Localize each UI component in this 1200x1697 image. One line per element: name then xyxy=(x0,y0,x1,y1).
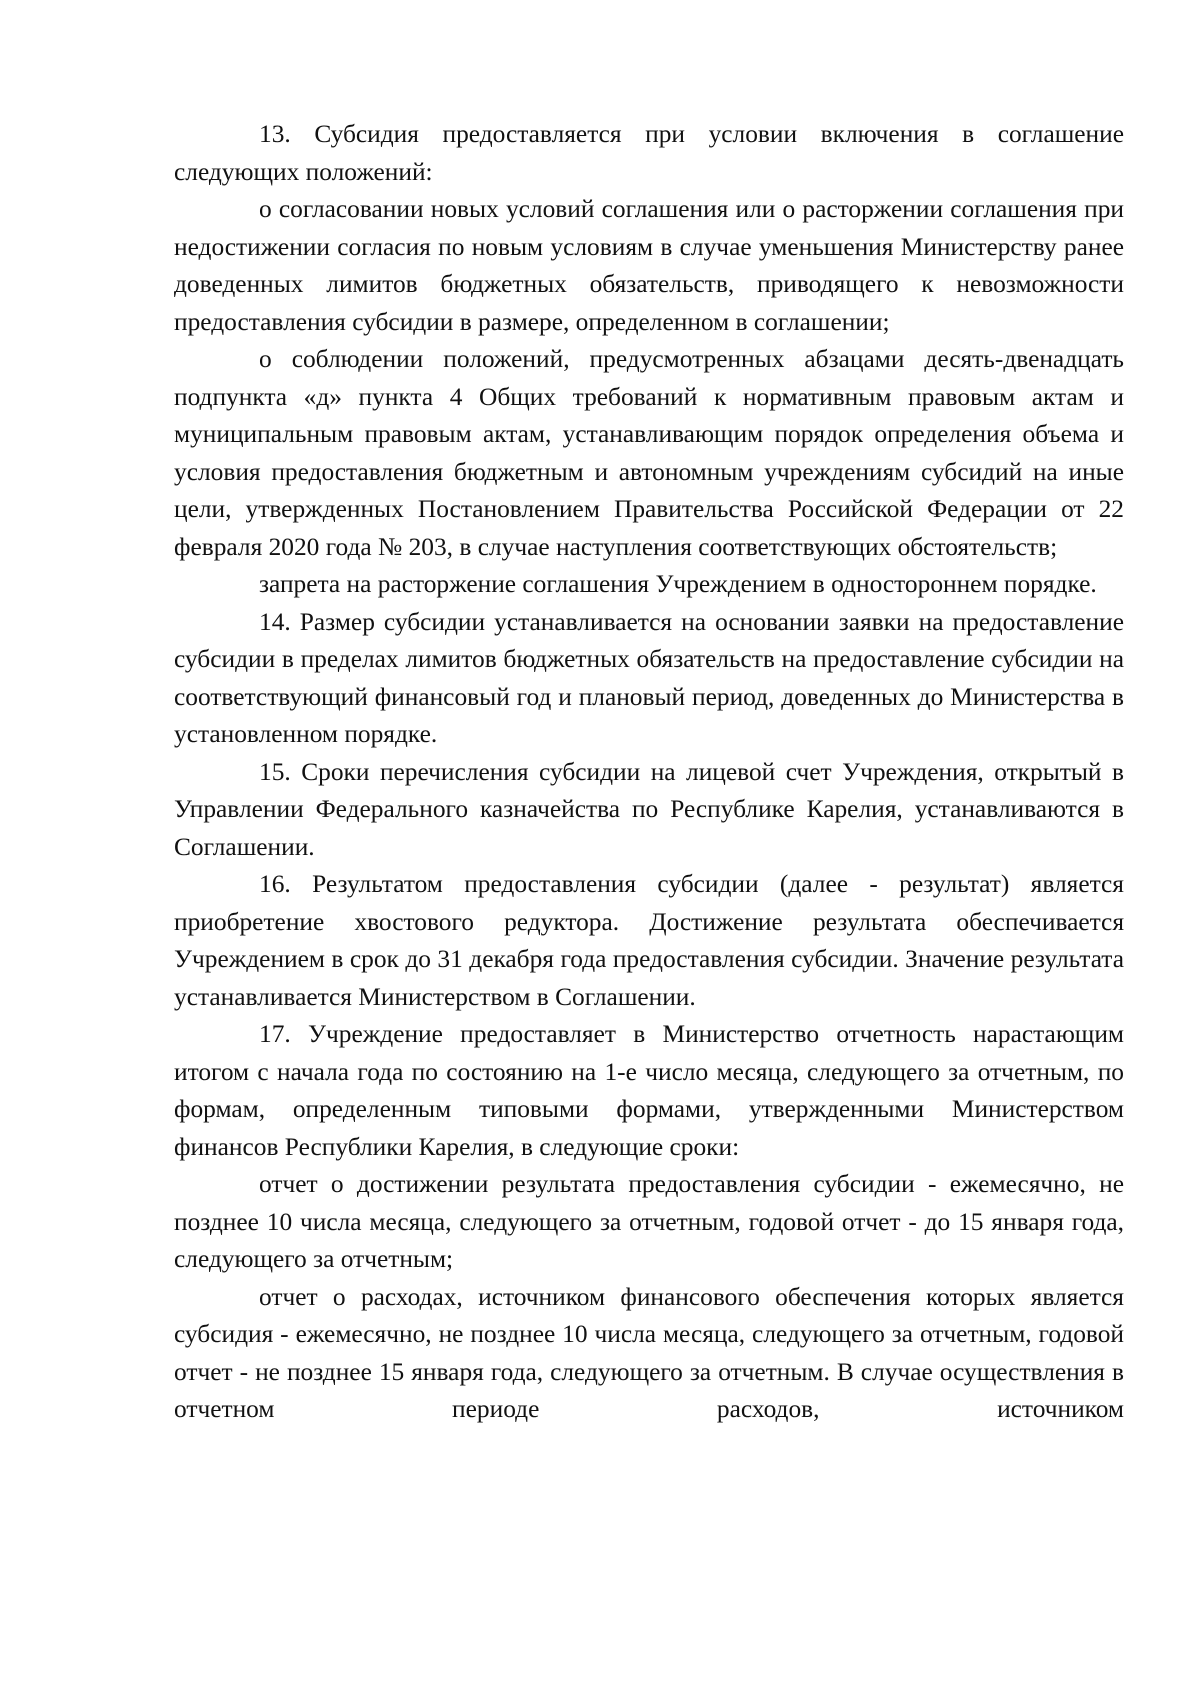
document-page xyxy=(174,116,1124,1429)
paragraph-17-item-1: отчет о достижении результата предоставления субсидии - ежемесячно, не позднее 10 числа месяца, следующего за отчетным, годовой отчет - до 15 января года, следующего за отчетным; xyxy=(174,1170,1124,1273)
paragraph-13: 13. Субсидия предоставляется при условии включения в соглашение следующих положений: xyxy=(174,120,1124,186)
paragraph-14: 14. Размер субсидии устанавливается на основании заявки на предоставление субсидии в пределах лимитов бюджетных обязательств на предоставление субсидии на соответствующий финансовый год и плановый период, доведенных до Министерства в установленном порядке. xyxy=(174,607,1124,748)
paragraph-17-item-2: отчет о расходах, источником финансового обеспечения которых является субсидия - ежемесячно, не позднее 10 числа месяца, следующего за отчетным, годовой отчет - не позднее 15 января года, следующего за отчетным. В случае осуществления в отчетном периоде расходов, источником xyxy=(174,1282,1124,1423)
paragraph-17: 17. Учреждение предоставляет в Министерство отчетность нарастающим итогом с начала года по состоянию на 1-е число месяца, следующего за отчетным, по формам, определенным типовыми формами, утвержденными Министерством финансов Республики Карелия, в следующие сроки: xyxy=(174,1020,1124,1161)
paragraph-13-item-3: запрета на расторжение соглашения Учреждением в одностороннем порядке. xyxy=(259,570,1097,598)
paragraph-15: 15. Сроки перечисления субсидии на лицевой счет Учреждения, открытый в Управлении Федерального казначейства по Республике Карелия, устанавливаются в Соглашении. xyxy=(174,757,1124,861)
paragraph-13-item-2: о соблюдении положений, предусмотренных абзацами десять-двенадцать подпункта «д» пункта 4 Общих требований к нормативным правовым актам и муниципальным правовым актам, устанавливающим порядок определения объема и условия предоставления бюджетным и автономным учреждениям субсидий на иные цели, утвержденных Постановлением Правительства Российской Федерации от 22 февраля 2020 года № 203, в случае наступления соответствующих обстоятельств; xyxy=(174,345,1124,561)
paragraph-16: 16. Результатом предоставления субсидии (далее - результат) является приобретение хвостового редуктора. Достижение результата обеспечивается Учреждением в срок до 31 декабря года предоставления субсидии. Значение результата устанавливается Министерством в Соглашении. xyxy=(174,870,1124,1011)
paragraph-13-item-1: о согласовании новых условий соглашения или о расторжении соглашения при недостижении согласия по новым условиям в случае уменьшения Министерству ранее доведенных лимитов бюджетных обязательств, приводящего к невозможности предоставления субсидии в размере, определенном в соглашении; xyxy=(174,195,1124,336)
